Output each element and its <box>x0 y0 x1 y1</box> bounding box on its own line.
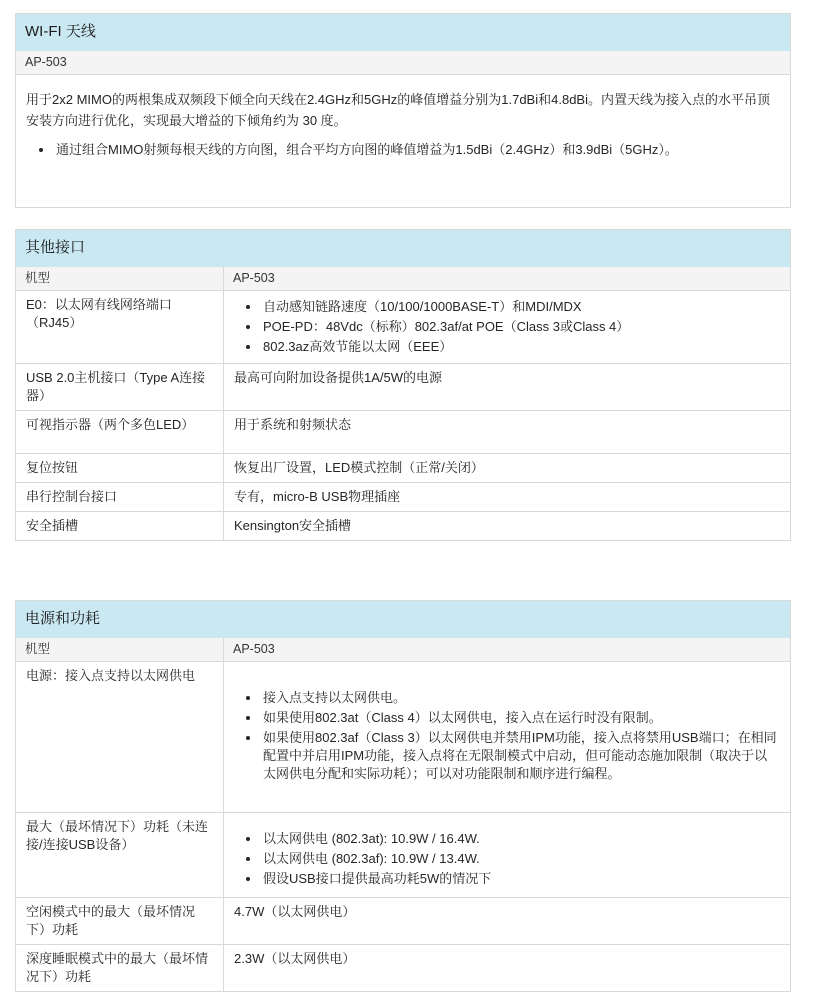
row-value <box>224 662 790 812</box>
antenna-bullet-list <box>26 141 780 159</box>
power-bullet-list <box>234 689 780 783</box>
bullet-item: • 如果使用802.3at（Class 4）以太网供电，接入点在运行时没有限制。 <box>261 709 780 727</box>
bullet-item: • 如果使用802.3af（Class 3）以太网供电并禁用IPM功能，接入点将禁用USB端口；在相同配置中并启用IPM功能，接入点将在无限制模式中启动，但可能动态施加限制（取决于以太网供电分配和实际功耗）；可以对功能限制和顺序进行编程。 <box>261 729 780 783</box>
section-body <box>16 75 790 207</box>
table-header-row <box>16 267 790 291</box>
table-row-reset-button <box>16 454 790 483</box>
max-consumption-bullet-list <box>234 830 780 888</box>
column-header-ap503: AP-503 <box>233 271 275 285</box>
row-value: 恢复出厂设置，LED模式控制（正常/关闭） <box>234 460 484 475</box>
bullet-item: • 通过组合MIMO射频每根天线的方向图，组合平均方向图的峰值增益为1.5dBi（2.4GHz）和3.9dBi（5GHz）。 <box>54 141 780 159</box>
section-wifi-antenna <box>15 13 791 208</box>
row-label: 可视指示器（两个多色LED） <box>16 411 224 453</box>
row-value <box>224 813 790 897</box>
section-title-power-consumption: 电源和功耗 <box>16 601 790 638</box>
section-power-consumption <box>15 600 791 992</box>
row-label: 深度睡眠模式中的最大（最坏情况下）功耗 <box>16 945 224 991</box>
row-label: USB 2.0主机接口（Type A连接器） <box>16 364 224 410</box>
row-label: 复位按钮 <box>16 454 224 482</box>
table-row-idle-consumption <box>16 898 790 945</box>
bullet-item: • 802.3az高效节能以太网（EEE） <box>261 338 780 356</box>
column-header-model: 机型 <box>16 267 224 290</box>
row-value: 4.7W（以太网供电） <box>234 904 356 919</box>
row-value: Kensington安全插槽 <box>234 518 352 533</box>
bullet-item: • 假设USB接口提供最高功耗5W的情况下 <box>261 870 780 888</box>
antenna-description: 用于2x2 MIMO的两根集成双频段下倾全向天线在2.4GHz和5GHz的峰值增益分别为1.7dBi和4.8dBi。内置天线为接入点的水平吊顶安装方向进行优化，实现最大增益的下倾角约为 30 度。 <box>26 92 770 128</box>
table-row-ethernet-port <box>16 291 790 364</box>
table-row-usb <box>16 364 790 411</box>
bullet-item: • POE-PD：48Vdc（标称）802.3af/at POE（Class 3或Class 4） <box>261 318 780 336</box>
table-row-power-source <box>16 662 790 813</box>
model-label: AP-503 <box>16 51 790 75</box>
row-value: 2.3W（以太网供电） <box>234 951 356 966</box>
bullet-item: • 以太网供电 (802.3at): 10.9W / 16.4W. <box>261 830 780 848</box>
table-row-max-consumption <box>16 813 790 898</box>
section-title-other-interfaces: 其他接口 <box>16 230 790 267</box>
row-label: 空闲模式中的最大（最坏情况下）功耗 <box>16 898 224 944</box>
ethernet-bullet-list <box>234 298 780 356</box>
section-other-interfaces <box>15 229 791 541</box>
row-value: 最高可向附加设备提供1A/5W的电源 <box>234 370 443 385</box>
table-row-deepsleep-consumption <box>16 945 790 991</box>
row-label: 最大（最坏情况下）功耗（未连接/连接USB设备） <box>16 813 224 897</box>
row-label: 串行控制台接口 <box>16 483 224 511</box>
column-header-model: 机型 <box>16 638 224 661</box>
bullet-item: • 接入点支持以太网供电。 <box>261 689 780 707</box>
row-value <box>224 291 790 363</box>
row-value: 专有，micro-B USB物理插座 <box>234 489 401 504</box>
bullet-item: • 自动感知链路速度（10/100/1000BASE-T）和MDI/MDX <box>261 298 780 316</box>
table-row-serial-console <box>16 483 790 512</box>
table-row-led-indicators <box>16 411 790 454</box>
row-label: 安全插槽 <box>16 512 224 540</box>
row-value: 用于系统和射频状态 <box>234 417 352 432</box>
column-header-ap503: AP-503 <box>233 642 275 656</box>
table-row-security-slot <box>16 512 790 540</box>
section-title-wifi-antenna: WI-FI 天线 <box>16 14 790 51</box>
table-header-row <box>16 638 790 662</box>
bullet-item: • 以太网供电 (802.3af): 10.9W / 13.4W. <box>261 850 780 868</box>
row-label: 电源：接入点支持以太网供电 <box>16 662 224 812</box>
row-label: E0：以太网有线网络端口（RJ45） <box>16 291 224 363</box>
